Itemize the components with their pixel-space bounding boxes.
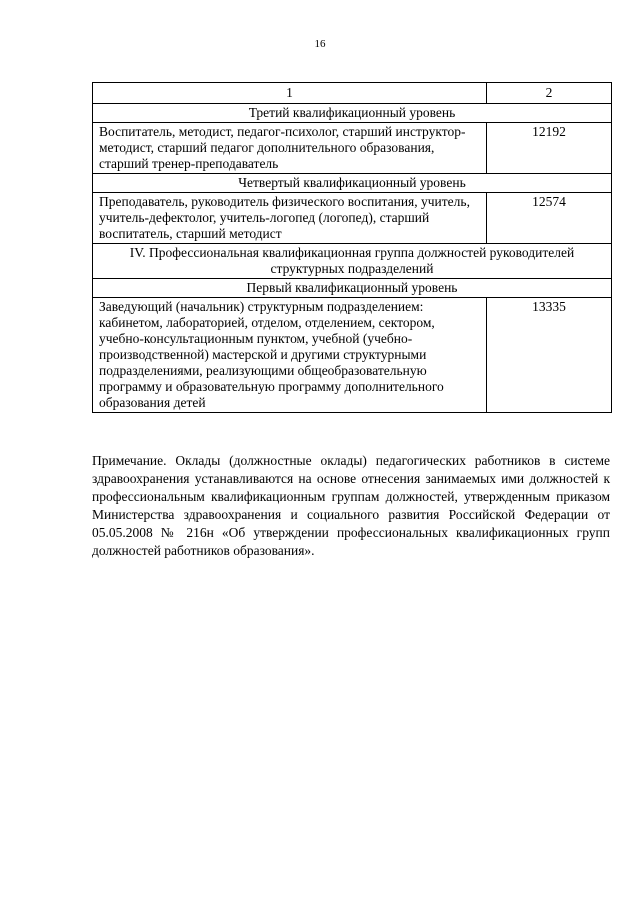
table-row xyxy=(93,298,612,413)
section-row xyxy=(93,174,612,193)
section-title-level-4: Четвертый квалификационный уровень xyxy=(93,174,612,193)
section-title-level-1: Первый квалификационный уровень xyxy=(93,279,612,298)
row-value: 12574 xyxy=(487,193,612,244)
row-description: Заведующий (начальник) структурным подразделением: кабинетом, лабораторией, отделом, отделением, сектором, учебно-консультационным пунктом, учебной (учебно-производственной) мастерской и другими структурными подразделениями, реализующими общеобразовательную программу и образовательную программу дополнительного образования детей xyxy=(93,298,487,413)
section-title-level-3: Третий квалификационный уровень xyxy=(93,104,612,123)
section-row xyxy=(93,104,612,123)
row-value: 13335 xyxy=(487,298,612,413)
group-row xyxy=(93,244,612,279)
salary-table xyxy=(92,82,612,413)
row-description: Воспитатель, методист, педагог-психолог, старший инструктор-методист, старший педагог дополнительного образования, старший тренер-преподаватель xyxy=(93,123,487,174)
table-row xyxy=(93,193,612,244)
column-header-2: 2 xyxy=(487,83,612,104)
group-iv-title: IV. Профессиональная квалификационная группа должностей руководителей структурных подразделений xyxy=(93,244,612,279)
footnote-paragraph: Примечание. Оклады (должностные оклады) педагогических работников в системе здравоохранения устанавливаются на основе отнесения занимаемых ими должностей к профессиональным квалификационным группам должностей, утвержденным приказом Министерства здравоохранения и социального развития Российской Федерации от 05.05.2008 № 216н «Об утверждении профессиональных квалификационных групп должностей работников образования». xyxy=(92,453,610,558)
page-number: 16 xyxy=(314,38,326,50)
table-header-row xyxy=(93,83,612,104)
row-value: 12192 xyxy=(487,123,612,174)
table-row xyxy=(93,123,612,174)
section-row xyxy=(93,279,612,298)
column-header-1: 1 xyxy=(93,83,487,104)
row-description: Преподаватель, руководитель физического воспитания, учитель, учитель-дефектолог, учитель-логопед (логопед), старший воспитатель, старший методист xyxy=(93,193,487,244)
